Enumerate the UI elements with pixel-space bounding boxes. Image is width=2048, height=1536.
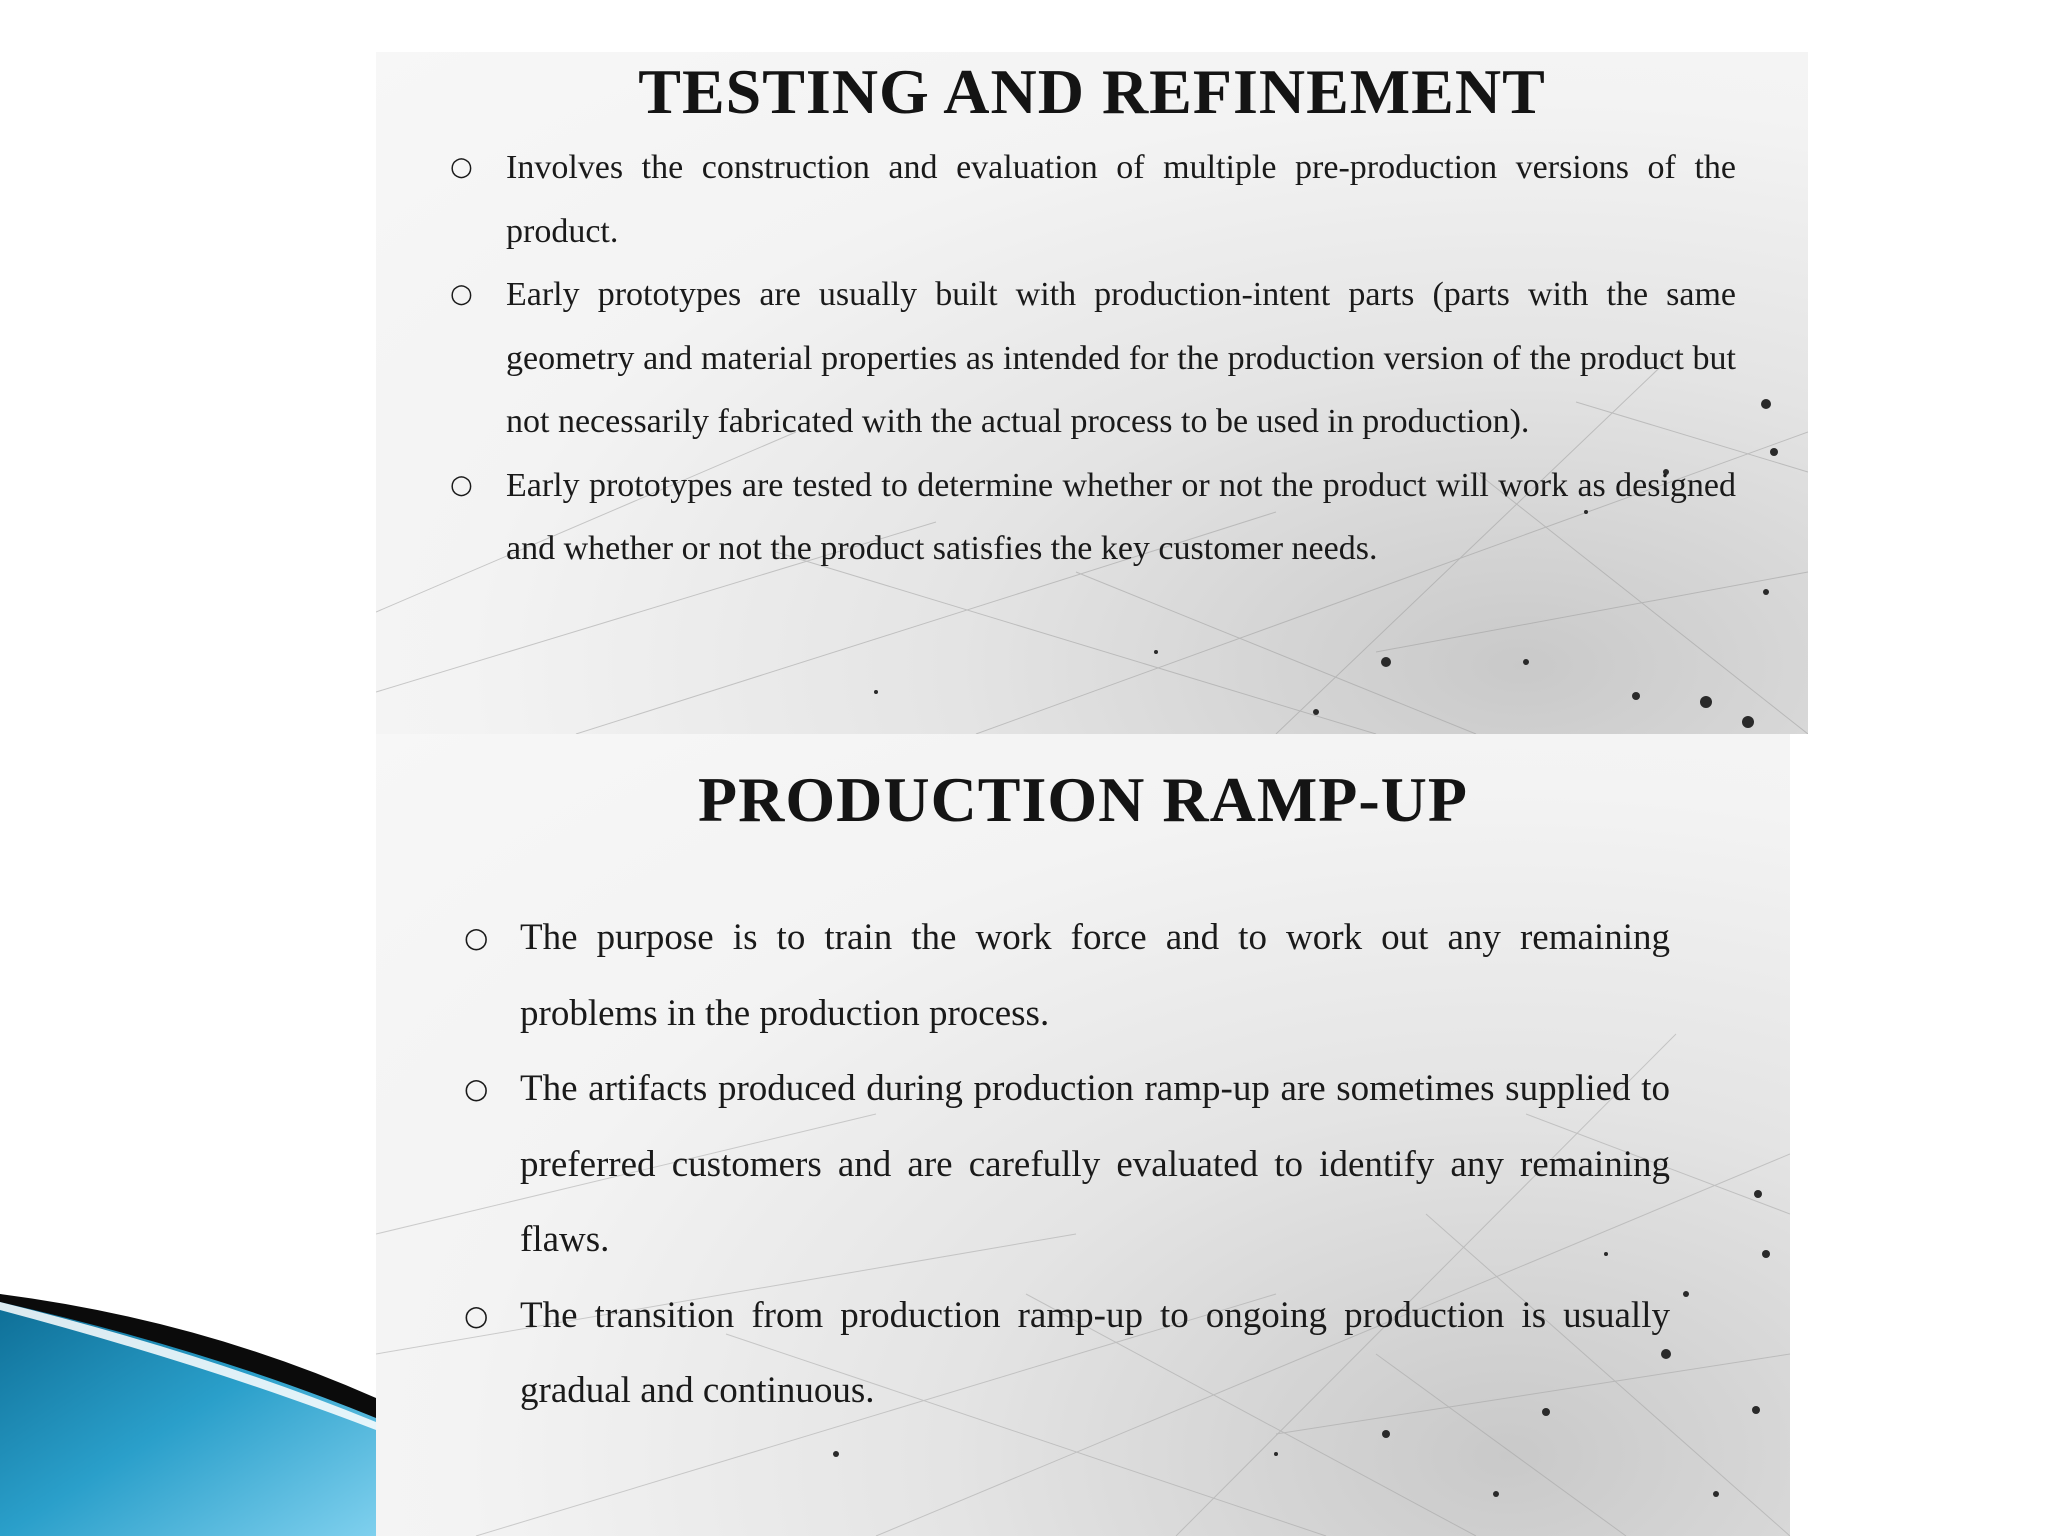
hollow-circle-bullet-icon: ○ [464,1298,489,1332]
list-item [446,263,1736,454]
list-item [446,136,1736,263]
bullet-text: The transition from production ramp-up to ongoing production is usually gradual and continuous. [520,1294,1670,1411]
section-panel-production [376,734,1790,1536]
decorative-swoosh-icon [0,1280,400,1536]
hollow-circle-bullet-icon: ○ [464,921,489,954]
bullet-text: The purpose is to train the work force and to work out any remaining problems in the production process. [520,917,1670,1034]
hollow-circle-bullet-icon: ○ [464,1072,489,1105]
hollow-circle-bullet-icon: ○ [450,279,473,309]
list-item [446,454,1736,581]
bullet-text: The artifacts produced during production ramp-up are sometimes supplied to preferred customers and are carefully evaluated to identify any remaining flaws. [520,1068,1670,1260]
section-heading: TESTING AND REFINEMENT [638,56,1546,127]
bullet-list [460,900,1670,1429]
hollow-circle-bullet-icon: ○ [450,469,473,500]
section-panel-testing [376,52,1808,734]
bullet-text: Early prototypes are tested to determine whether or not the product will work as designed and whether or not the product satisfies the key customer needs. [506,466,1736,567]
bullet-list [446,136,1736,581]
bullet-text: Early prototypes are usually built with production-intent parts (parts with the same geometry and material properties as intended for the production version of the product but not necessarily fabricated with the actual process to be used in production). [506,276,1736,440]
list-item [460,1278,1670,1429]
section-heading: PRODUCTION RAMP-UP [698,764,1468,835]
hollow-circle-bullet-icon: ○ [450,152,473,182]
list-item [460,900,1670,1051]
list-item [460,1051,1670,1278]
bullet-text: Involves the construction and evaluation of multiple pre-production versions of the product. [506,149,1736,250]
